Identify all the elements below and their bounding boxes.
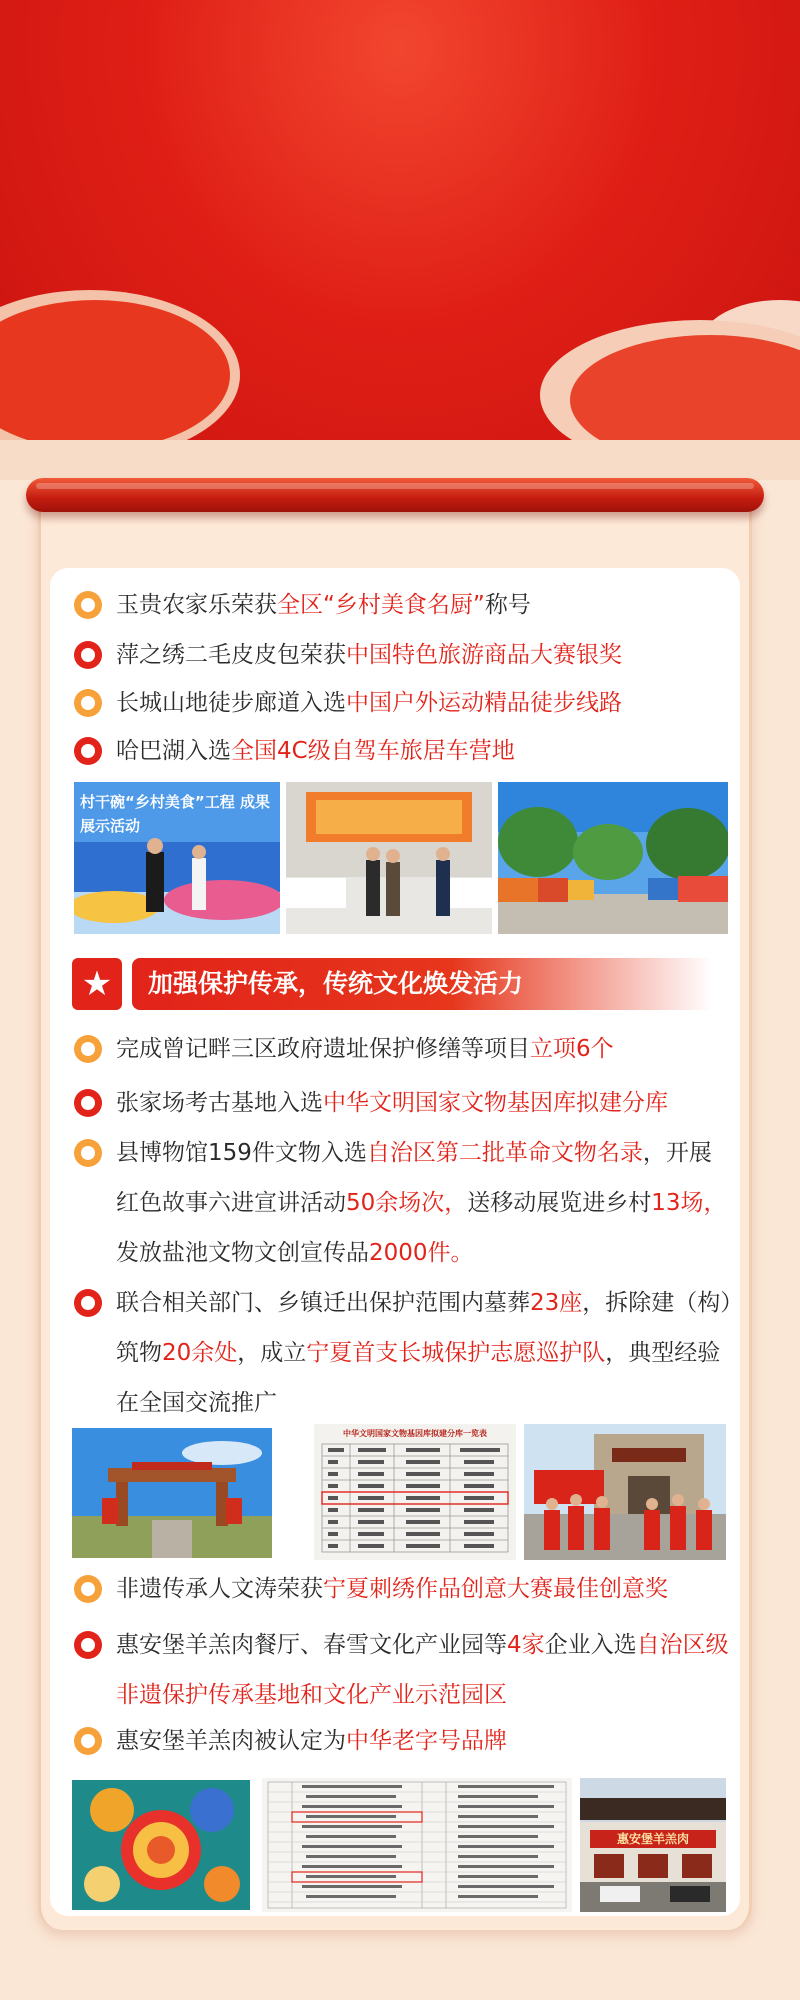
item-text: 长城山地徒步廊道入选 [116,690,346,716]
item-text: 联合相关部门、乡镇迁出保护范围内墓葬 [116,1290,530,1316]
item-text: 惠安堡羊羔肉餐厅、春雪文化产业园等 [116,1632,507,1658]
bullet-icon [74,1575,102,1603]
campsite-containers-photo [498,782,728,934]
gene-bank-list-document-photo [314,1424,516,1560]
item-highlight: 中国户外运动精品徒步线路 [346,690,622,716]
heritage-base-list-document-photo [262,1778,572,1912]
bullet-icon [74,1631,102,1659]
item-text: 完成曾记畔三区政府遗址保护修缮等项目 [116,1036,530,1062]
bullet-icon [74,1139,102,1167]
bullet-icon [74,591,102,619]
bullet-icon [74,1289,102,1317]
item-highlight: 自治区级非遗保护传承基地和文化产业示范园区 [116,1632,729,1708]
item-text: 萍之绣二毛皮皮包荣获 [116,642,346,668]
star-icon: ★ [72,958,122,1010]
item-highlight: 13场， [651,1190,727,1216]
item-text: 惠安堡羊羔肉被认定为 [116,1728,346,1754]
list-item [72,726,732,776]
item-highlight: 中国特色旅游商品大赛银奖 [346,642,622,668]
list-item [72,1564,732,1614]
item-text: 张家场考古基地入选 [116,1090,323,1116]
list-item [72,1078,732,1128]
item-highlight: 立项6个 [530,1036,614,1062]
document-title: 中华文明国家文物基因库拟建分库一览表 [343,1429,487,1438]
scroll-rod [26,478,764,512]
section-header [72,958,712,1010]
item-highlight: 自治区第二批革命文物名录 [366,1140,643,1166]
item-highlight: 4家 [507,1632,545,1658]
photo-caption: 村干碗“乡村美食”工程 成果展示活动 [80,793,270,835]
bullet-icon [74,1089,102,1117]
list-item [72,1716,732,1766]
hero-base [0,440,800,480]
item-highlight: 宁夏刺绣作品创意大赛最佳创意奖 [323,1576,668,1602]
item-text: 县博物馆159件文物入选 [116,1140,367,1166]
restaurant-storefront-photo [580,1778,726,1912]
item-highlight: 中华老字号品牌 [346,1728,507,1754]
list-item [72,1278,732,1428]
bullet-icon [74,1727,102,1755]
volunteer-patrol-team-photo [524,1424,726,1560]
list-item [72,580,732,630]
bullet-icon [74,689,102,717]
item-text: 玉贵农家乐荣获 [116,592,277,618]
item-highlight: 2000件。 [369,1240,474,1266]
item-text: 非遗传承人文涛荣获 [116,1576,323,1602]
store-sign-text: 惠安堡羊羔肉 [616,1832,689,1846]
stage-award-photo [74,782,280,934]
item-text: 哈巴湖入选 [116,738,231,764]
gate-archway-photo [72,1428,272,1558]
bullet-icon [74,1035,102,1063]
item-highlight: 23座 [530,1290,583,1316]
item-highlight: 中华文明国家文物基因库拟建分库 [323,1090,668,1116]
item-highlight: 全国4C级自驾车旅居车营地 [231,738,515,764]
list-item [72,1024,732,1074]
bullet-icon [74,737,102,765]
item-text: ，成立 [237,1340,307,1366]
item-highlight: 20余处 [162,1340,238,1366]
item-text: 送移动展览进乡村 [467,1190,652,1216]
item-text: ，拆除建（构）筑物 [116,1290,732,1366]
item-highlight: 宁夏首支长城保护志愿巡护队 [306,1340,606,1366]
list-item [72,630,732,680]
list-item [72,1128,732,1278]
item-highlight: 全区“乡村美食名厨” [277,592,485,618]
embroidery-artwork-photo [72,1780,250,1910]
item-text: ，典型经验在全国交流推广 [116,1340,721,1416]
bullet-icon [74,641,102,669]
hero-banner [0,0,800,480]
item-text: 称号 [484,592,531,618]
item-highlight: 50余场次， [346,1190,468,1216]
item-text: ，开展红色故事六进宣讲活动 [116,1140,712,1216]
exhibition-hall-photo [286,782,492,934]
section-title: 加强保护传承，传统文化焕发活力 [132,958,712,1010]
list-item [72,678,732,728]
item-text: 发放盐池文物文创宣传品 [116,1240,369,1266]
list-item [72,1620,732,1720]
item-text: 企业入选 [544,1632,637,1658]
